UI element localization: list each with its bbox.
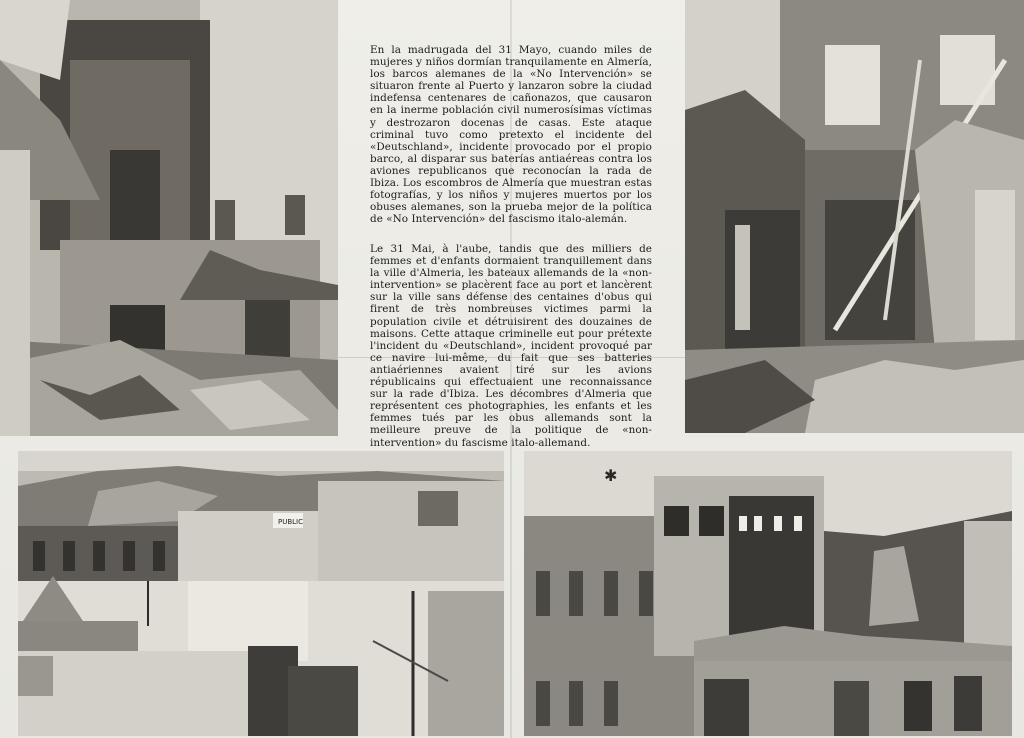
spanish-text: En la madrugada del 31 Mayo, cuando miles de mujeres y niños dormían tranquilamente en Almería, los barcos alemanes de la «No Intervención» se situaron frente al Puerto y lanzaron sobre la ciudad indefensa centenares de cañonazos, que causaron en la inerme población civil numerosísimas víctimas y destrozaron docenas de casas. Este ataque criminal tuvo como pretexto el incidente del «Deutschland», incidente provocado por el propio barco, al disparar sus baterías antiaéreas contra los aviones republicanos que reconocían la rada de Ibiza. Los escombros de Almería que muestran estas fotografías, y los niños y mujeres muertos por los obuses alemanes, son la prueba mejor de la política de «No Intervención» del fascismo italo-alemán. — [370, 44, 652, 226]
french-paragraph — [370, 243, 652, 449]
photo-ruined-facade-top-right — [685, 0, 1024, 433]
photo-ruined-house-top-left-image — [0, 0, 338, 436]
photo-ruined-house-top-left — [0, 0, 338, 436]
french-text: Le 31 Mai, à l'aube, tandis que des milliers de femmes et d'enfants dormaient tranquillement dans la ville d'Almeria, les bateaux allemands de la «non-intervention» se placèrent face au port et lancèrent sur la ville sans défense des centaines d'obus qui firent de très nombreuses victimes parmi la population civile et détruisirent des douzaines de maisons. Cette attaque criminelle eut pour prétexte l'incident du «Deutschland», incident provoqué par ce navire lui-même, du fait que ses batteries antiaériennes avaient tiré sur les avions républicains qui effectuaient une reconnaissance sur la rade d'Ibiza. Les décombres d'Almeria que représentent ces photographies, les enfants et les femmes tués par les obus allemands sont la meilleure preuve de la politique de «non-intervention» du fascisme italo-allemand. — [370, 243, 652, 449]
photo-town-view-bottom-left-image — [18, 451, 504, 736]
spanish-paragraph — [370, 44, 652, 225]
photo-bombed-block-bottom-right-image — [524, 451, 1012, 736]
photo-town-view-bottom-left — [18, 451, 504, 736]
svg-text:✱: ✱ — [604, 466, 618, 485]
public-sign-text: PUBLIC — [278, 518, 303, 526]
photo-ruined-facade-top-right-image — [685, 0, 1024, 433]
photo-bombed-block-bottom-right — [524, 451, 1012, 736]
